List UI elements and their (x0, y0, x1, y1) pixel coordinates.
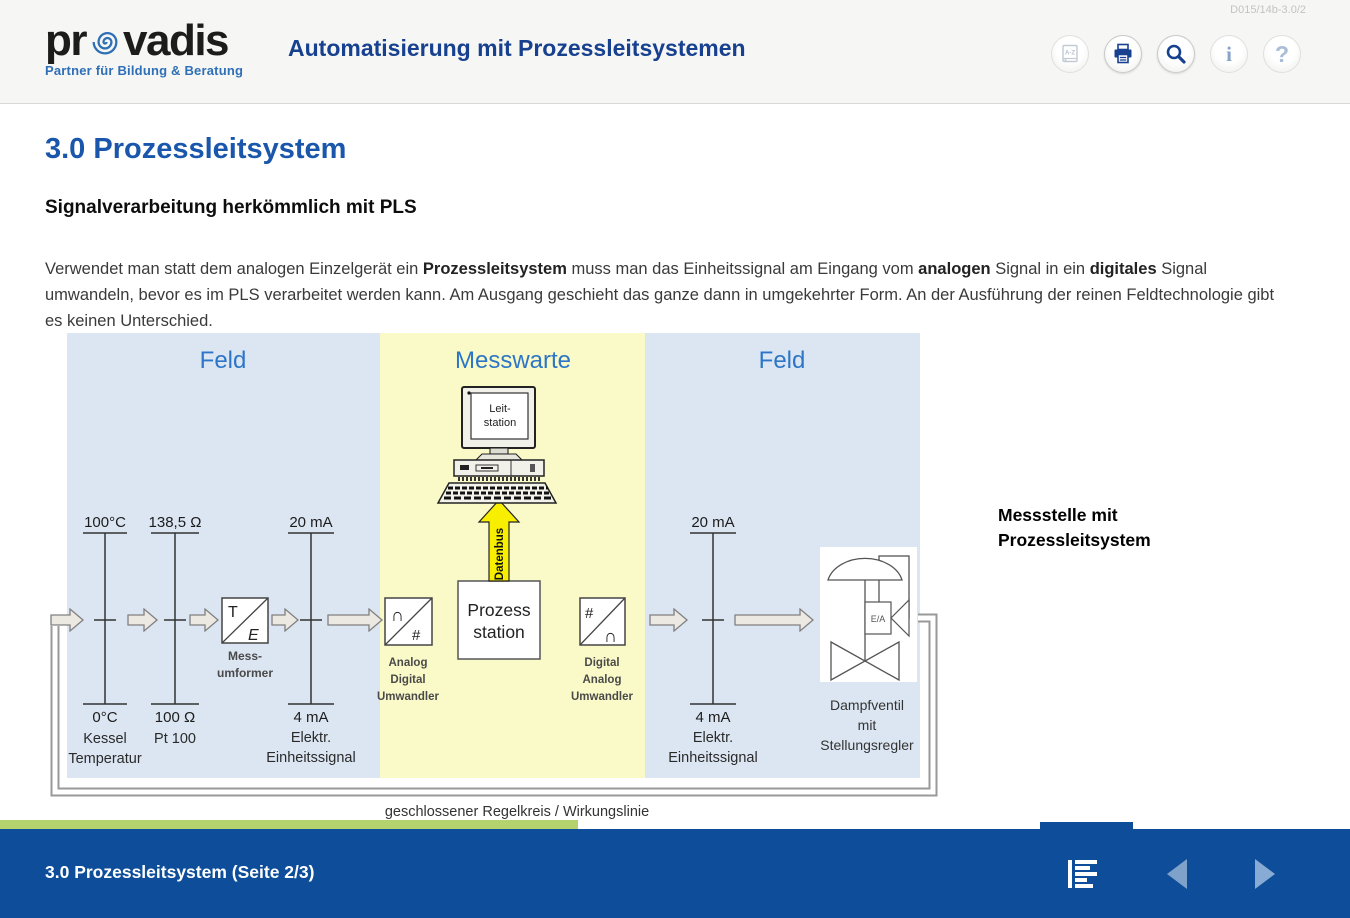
print-button[interactable] (1104, 35, 1142, 73)
spiral-o-icon (88, 25, 122, 59)
brand-tagline: Partner für Bildung & Beratung (45, 63, 244, 78)
datenbus-label: Datenbus (494, 527, 506, 581)
scale-bottom-value: 100 Ω (154, 709, 196, 726)
previous-page-button[interactable] (1158, 854, 1198, 894)
document-code: D015/14b-3.0/2 (1230, 4, 1306, 16)
toc-list-icon (1068, 856, 1104, 892)
paragraph-text: Verwendet man statt dem analogen Einzelgerät ein (45, 259, 423, 278)
glossary-button[interactable] (1051, 35, 1089, 73)
scale-top-value: 20 mA (691, 514, 735, 531)
da-digital-symbol: # (585, 605, 594, 622)
brand-text-left: pr (45, 16, 86, 65)
scale-bottom-value: 4 mA (695, 709, 731, 726)
glossary-az-book-icon (1059, 43, 1081, 65)
messumformer-caption: umformer (216, 666, 274, 680)
valve-caption: Stellungsregler (820, 737, 914, 753)
process-control-diagram (45, 330, 960, 822)
ad-digital-symbol: # (412, 627, 421, 644)
brand-wordmark (45, 16, 243, 65)
valve-caption: mit (857, 717, 877, 733)
section-label-messwarte: Messwarte (454, 347, 572, 374)
scale-top-value: 100°C (84, 514, 126, 531)
progress-bar (0, 820, 578, 829)
question-mark-icon: ? (1274, 40, 1290, 67)
valve-caption: Dampfventil (830, 697, 904, 713)
app-header (0, 0, 1350, 104)
section-label-feld-right: Feld (758, 347, 806, 374)
svg-text:A-Z: A-Z (1065, 50, 1075, 57)
leitstation-screen-label: station (483, 417, 517, 429)
provadis-logo (45, 16, 244, 78)
paragraph-text: muss man das Einheitssignal am Eingang vom (566, 259, 919, 278)
scale-caption: Einheitssignal (266, 750, 356, 766)
scale-caption: Elektr. (290, 730, 332, 746)
next-page-button[interactable] (1244, 854, 1284, 894)
side-note-line: Messstelle mit (998, 505, 1118, 525)
da-analog-symbol: ∩ (604, 626, 617, 646)
info-button[interactable] (1210, 35, 1248, 73)
prozessstation-label: station (473, 622, 525, 642)
search-button[interactable] (1157, 35, 1195, 73)
section-label-feld-left: Feld (199, 347, 247, 374)
ad-caption: Analog (388, 657, 428, 669)
scale-bottom-value: 4 mA (293, 709, 329, 726)
scale-top-value: 20 mA (289, 514, 333, 531)
arrow-left-icon (1161, 857, 1195, 891)
paragraph-bold-term: Prozessleitsystem (422, 259, 567, 278)
footer-bar (0, 829, 1350, 918)
prozessstation-box (458, 581, 540, 659)
side-note-line: Prozessleitsystem (998, 530, 1151, 550)
messumformer-caption: Mess- (227, 649, 263, 663)
dampfventil-symbol (820, 547, 917, 682)
help-button[interactable] (1263, 35, 1301, 73)
analog-digital-umwandler-symbol (385, 598, 432, 645)
ad-caption: Digital (390, 674, 426, 686)
scale-caption: Elektr. (692, 730, 734, 746)
messumformer-symbol (222, 598, 268, 644)
page-title: 3.0 Prozessleitsystem (45, 133, 347, 165)
intro-paragraph (45, 256, 1285, 334)
printer-icon (1111, 42, 1135, 66)
course-title: Automatisierung mit Prozessleitsystemen (288, 35, 746, 61)
scale-caption: Kessel (83, 731, 127, 747)
valve-ea-label: E/A (870, 614, 886, 624)
paragraph-text: Signal umwandeln, bevor es im PLS verarbeitet werden kann. Am Ausgang geschieht das ganze dann in umgekehrter Form. An der Ausführung der reinen Feldtechnologie gibt es keinen Unterschied. (45, 259, 1275, 330)
ad-analog-symbol: ∩ (391, 605, 404, 625)
scale-bottom-value: 0°C (92, 709, 118, 726)
paragraph-bold-term: digitales (1089, 259, 1157, 278)
footer-page-label: 3.0 Prozessleitsystem (Seite 2/3) (45, 862, 315, 882)
arrow-right-icon (1247, 857, 1281, 891)
messumformer-input-symbol: T (228, 604, 238, 621)
da-caption: Digital (584, 657, 620, 669)
search-icon (1164, 42, 1188, 66)
header-toolbar (1051, 35, 1301, 73)
scale-top-value: 138,5 Ω (148, 514, 202, 531)
scale-caption: Pt 100 (154, 731, 196, 747)
messumformer-output-symbol: E (248, 627, 259, 644)
scale-caption: Temperatur (68, 751, 142, 767)
loop-caption: geschlossener Regelkreis / Wirkungslinie (384, 804, 650, 820)
da-caption: Analog (582, 674, 622, 686)
figure-side-note (998, 503, 1151, 553)
ad-caption: Umwandler (377, 691, 439, 703)
leitstation-screen-label: Leit- (489, 403, 511, 415)
scale-caption: Einheitssignal (668, 750, 758, 766)
da-caption: Umwandler (571, 691, 633, 703)
section-subtitle: Signalverarbeitung herkömmlich mit PLS (45, 197, 417, 218)
prozessstation-label: Prozess (467, 600, 531, 620)
paragraph-bold-term: analogen (918, 259, 991, 278)
paragraph-text: Signal in ein (990, 259, 1090, 278)
toc-button[interactable] (1066, 854, 1106, 894)
info-icon: i (1226, 41, 1232, 66)
brand-text-right: vadis (123, 16, 229, 65)
digital-analog-umwandler-symbol (580, 598, 625, 646)
